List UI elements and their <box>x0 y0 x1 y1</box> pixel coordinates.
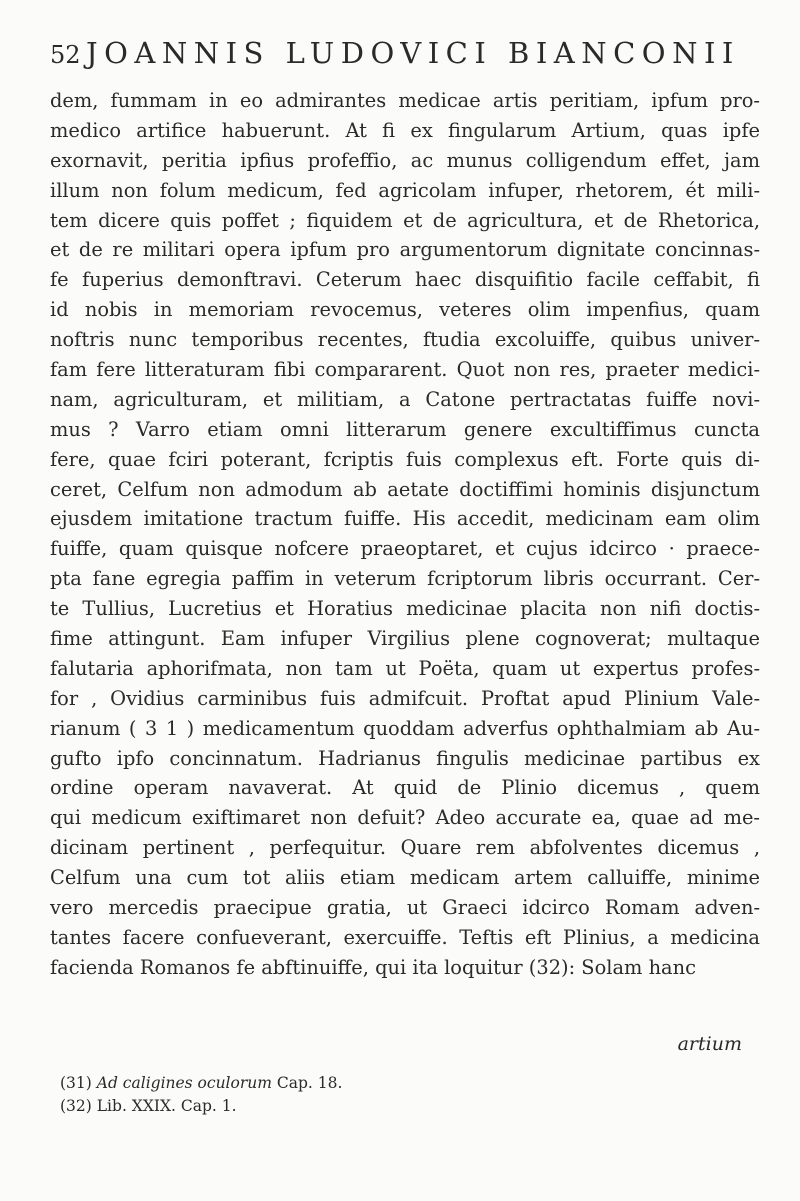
text-line: te Tullius, Lucretius et Horatius medicinae placita non nifi doctis- <box>50 597 760 621</box>
text-line: dicinam pertinent , perfequitur. Quare rem abfolventes dicemus , <box>50 836 760 860</box>
text-line: falutaria aphorifmata, non tam ut Poëta, quam ut expertus profes- <box>50 656 760 680</box>
text-line: gufto ipfo concinnatum. Hadrianus fingulis medicinae partibus ex <box>50 746 760 770</box>
footnote-reference: Lib. XXIX. Cap. 1. <box>96 1097 237 1115</box>
text-line: id nobis in memoriam revocemus, veteres olim impenfius, quam <box>50 298 760 322</box>
body-text <box>50 86 760 983</box>
text-line: tantes facere confueverant, exercuiffe. Teftis eft Plinius, a medicina <box>50 925 760 949</box>
text-line: pta fane egregia paffim in veterum fcriptorum libris occurrant. Cer- <box>50 567 760 591</box>
text-line: medico artifice habuerunt. At fi ex fingularum Artium, quas ipfe <box>50 118 760 142</box>
text-line: fuiffe, quam quisque nofcere praeoptaret, et cujus idcirco · praece- <box>50 537 760 561</box>
text-line: ordine operam navaverat. At quid de Plinio dicemus , quem <box>50 776 760 800</box>
text-line: ejusdem imitatione tractum fuiffe. His accedit, medicinam eam olim <box>50 507 760 531</box>
text-line: rianum ( 3 1 ) medicamentum quoddam adverfus ophthalmiam ab Au- <box>50 716 760 740</box>
text-line: fe fuperius demonftravi. Ceterum haec disquifitio facile ceffabit, fi <box>50 268 760 292</box>
page-number: 52 <box>50 41 81 69</box>
text-line: nam, agriculturam, et militiam, a Catone pertractatas fuiffe novi- <box>50 387 760 411</box>
text-line: ceret, Celfum non admodum ab aetate doctiffimi hominis disjunctum <box>50 477 760 501</box>
text-line: qui medicum exiftimaret non defuit? Adeo accurate ea, quae ad me- <box>50 806 760 830</box>
footnote <box>60 1095 720 1118</box>
footnote-marker: (32) <box>60 1097 92 1115</box>
text-line: tem dicere quis poffet ; fiquidem et de agricultura, et de Rhetorica, <box>50 208 760 232</box>
text-line: for , Ovidius carminibus fuis admifcuit. Proftat apud Plinium Vale- <box>50 686 760 710</box>
text-line: illum non folum medicum, fed agricolam infuper, rhetorem, ét mili- <box>50 178 760 202</box>
text-line: fime attingunt. Eam infuper Virgilius plene cognoverat; multaque <box>50 627 760 651</box>
text-line: noftris nunc temporibus recentes, ftudia excoluiffe, quibus univer- <box>50 328 760 352</box>
text-line: Celfum una cum tot aliis etiam medicam artem calluiffe, minime <box>50 866 760 890</box>
running-head <box>50 36 750 76</box>
running-head-title: JOANNIS LUDOVICI BIANCONII <box>86 36 740 70</box>
footnote-marker: (31) <box>60 1074 92 1092</box>
text-line: mus ? Varro etiam omni litterarum genere excultiffimus cuncta <box>50 417 760 441</box>
footnote-work-title: Ad caligines oculorum <box>96 1074 272 1092</box>
text-line: vero mercedis praecipue gratia, ut Graeci idcirco Romam adven- <box>50 896 760 920</box>
text-line: facienda Romanos fe abftinuiffe, qui ita loquitur (32): Solam hanc <box>50 955 696 979</box>
text-line: exornavit, peritia ipfius profeffio, ac munus colligendum effet, jam <box>50 148 760 172</box>
text-line: fere, quae fciri poterant, fcriptis fuis complexus eft. Forte quis di- <box>50 447 760 471</box>
footnotes <box>60 1072 720 1118</box>
text-line: fam fere litteraturam fibi compararent. Quot non res, praeter medici- <box>50 358 760 382</box>
text-line: et de re militari opera ipfum pro argumentorum dignitate concinnas- <box>50 238 760 262</box>
text-line: dem, fummam in eo admirantes medicae artis peritiam, ipfum pro- <box>50 89 760 112</box>
footnote-reference: Cap. 18. <box>276 1074 343 1092</box>
catchword: artium <box>677 1033 742 1055</box>
footnote <box>60 1072 720 1095</box>
